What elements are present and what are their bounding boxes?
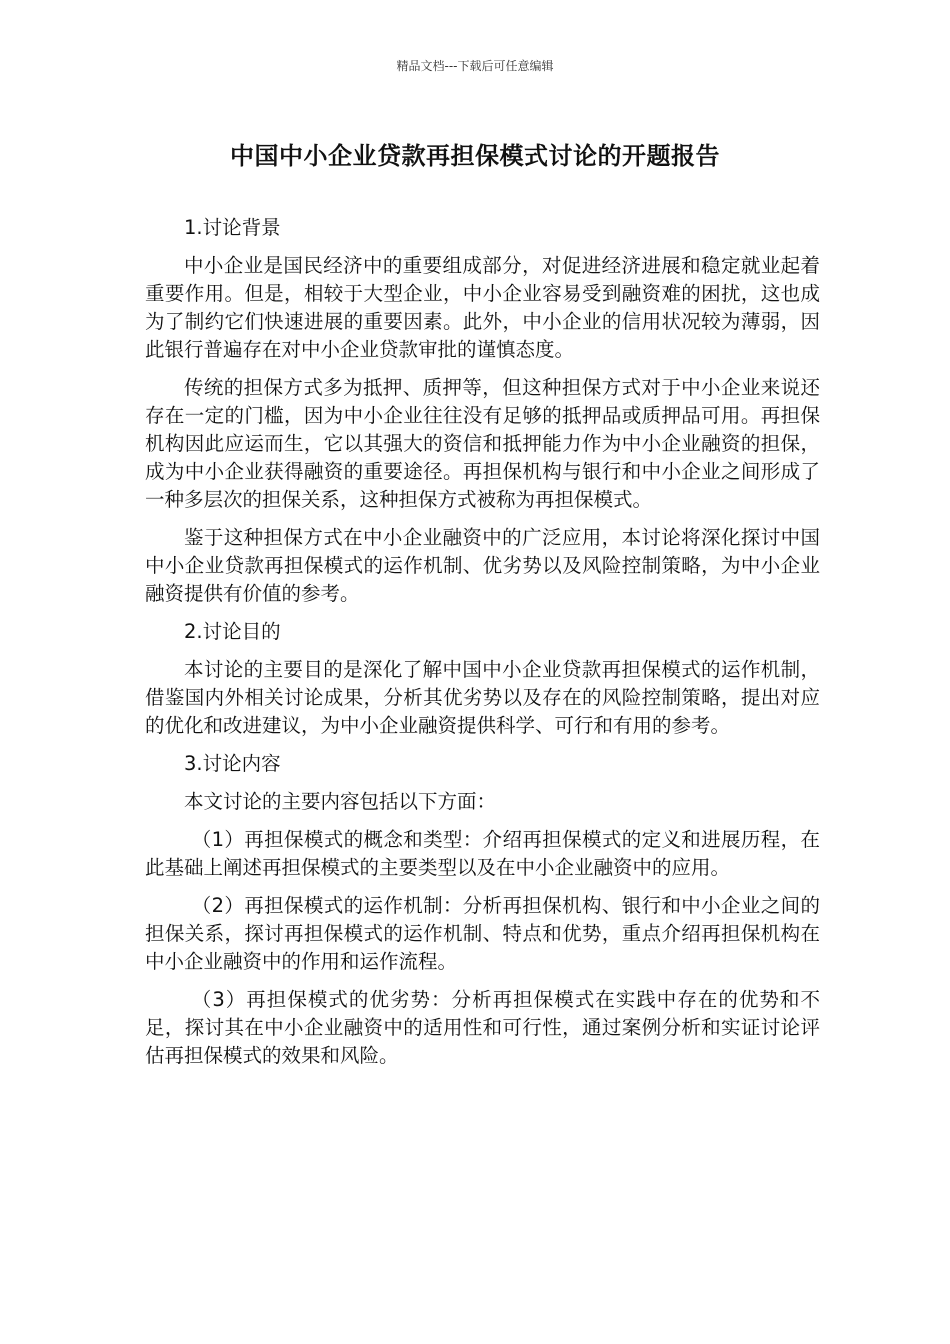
section-heading: 2.讨论目的	[184, 620, 281, 643]
header-note: 精品文档---下载后可任意编辑	[396, 59, 554, 73]
section-content	[145, 750, 820, 1070]
list-item: （3）再担保模式的优劣势：分析再担保模式在实践中存在的优势和不足，探讨其在中小企业融资中的适用性和可行性，通过案例分析和实证讨论评估再担保模式的效果和风险。	[145, 988, 820, 1067]
list-item: （2）再担保模式的运作机制：分析再担保机构、银行和中小企业之间的担保关系，探讨再担保模式的运作机制、特点和优势，重点介绍再担保机构在中小企业融资中的作用和运作流程。	[145, 894, 820, 973]
document-body	[145, 214, 820, 1080]
section-background	[145, 214, 820, 608]
paragraph: 传统的担保方式多为抵押、质押等，但这种担保方式对于中小企业来说还存在一定的门槛，因为中小企业往往没有足够的抵押品或质押品可用。再担保机构因此应运而生，它以其强大的资信和抵押能力作为中小企业融资的担保，成为中小企业获得融资的重要途径。再担保机构与银行和中小企业之间形成了一种多层次的担保关系，这种担保方式被称为再担保模式。	[145, 376, 820, 511]
paragraph: 本讨论的主要目的是深化了解中国中小企业贷款再担保模式的运作机制，借鉴国内外相关讨论成果，分析其优劣势以及存在的风险控制策略，提出对应的优化和改进建议，为中小企业融资提供科学、可行和有用的参考。	[145, 658, 820, 737]
document-title: 中国中小企业贷款再担保模式讨论的开题报告	[230, 142, 720, 170]
section-heading: 3.讨论内容	[184, 752, 281, 775]
section-heading: 1.讨论背景	[184, 216, 281, 239]
paragraph: 鉴于这种担保方式在中小企业融资中的广泛应用，本讨论将深化探讨中国中小企业贷款再担保模式的运作机制、优劣势以及风险控制策略，为中小企业融资提供有价值的参考。	[145, 526, 820, 605]
section-purpose	[145, 618, 820, 740]
paragraph: 中小企业是国民经济中的重要组成部分，对促进经济进展和稳定就业起着重要作用。但是，相较于大型企业，中小企业容易受到融资难的困扰，这也成为了制约它们快速进展的重要因素。此外，中小企业的信用状况较为薄弱，因此银行普遍存在对中小企业贷款审批的谨慎态度。	[145, 254, 820, 361]
list-item: （1）再担保模式的概念和类型：介绍再担保模式的定义和进展历程，在此基础上阐述再担保模式的主要类型以及在中小企业融资中的应用。	[145, 828, 820, 879]
paragraph: 本文讨论的主要内容包括以下方面：	[184, 790, 497, 813]
